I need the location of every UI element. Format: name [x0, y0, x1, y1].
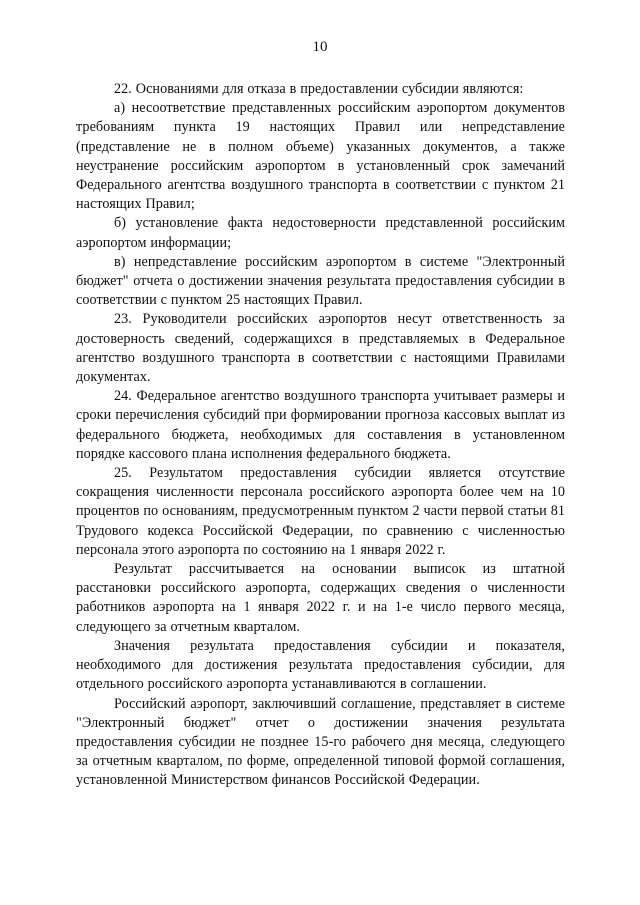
paragraph-25-calculation: Результат рассчитывается на основании выписок из штатной расстановки российского аэропорта, содержащих сведения о численности работников аэропорта на 1 января 2022 г. и на 1-е число первого месяца, следующего за отчетным кварталом. [76, 561, 565, 635]
paragraph-25-report: Российский аэропорт, заключивший соглашение, представляет в системе "Электронный бюджет" отчет о достижении значения результата предоставления субсидии не позднее 15-го рабочего дня месяца, следующего за отчетным кварталом, по форме, определенной типовой формой соглашения, установленной Министерством финансов Российской Федерации. [76, 695, 565, 789]
paragraph-22-a: а) несоответствие представленных российским аэропортом документов требованиям пункта 19 настоящих Правил или непредставление (представление не в полном объеме) указанных документов, а также неустранение российским аэропортом в установленный срок замечаний Федерального агентства воздушного транспорта в соответствии с пунктом 21 настоящих Правил; [76, 100, 565, 213]
paragraph-22: 22. Основаниями для отказа в предоставлении субсидии являются: [114, 81, 524, 97]
document-body [76, 80, 565, 791]
paragraph-22-b: б) установление факта недостоверности представленной российским аэропортом информации; [76, 215, 565, 251]
paragraph-24: 24. Федеральное агентство воздушного транспорта учитывает размеры и сроки перечисления субсидий при формировании прогноза кассовых выплат из федерального бюджета, необходимых для составления в установленном порядке кассового плана исполнения федерального бюджета. [76, 388, 565, 462]
paragraph-25: 25. Результатом предоставления субсидии является отсутствие сокращения численности персонала российского аэропорта более чем на 10 процентов по основаниям, предусмотренным пунктом 2 части первой статьи 81 Трудового кодекса Российской Федерации, по сравнению с численностью персонала этого аэропорта по состоянию на 1 января 2022 г. [76, 465, 565, 558]
paragraph-22-v: в) непредставление российским аэропортом в системе "Электронный бюджет" отчета о достижении значения результата предоставления субсидии в соответствии с пунктом 25 настоящих Правил. [76, 253, 565, 309]
paragraph-23: 23. Руководители российских аэропортов несут ответственность за достоверность сведений, содержащихся в представляемых в Федеральное агентство воздушного транспорта в соответствии с настоящими Правилами документах. [76, 311, 565, 386]
page-number: 10 [312, 39, 328, 55]
paragraph-25-values: Значения результата предоставления субсидии и показателя, необходимого для достижения результата предоставления субсидии, для отдельного российского аэропорта устанавливаются в соглашении. [76, 637, 565, 693]
